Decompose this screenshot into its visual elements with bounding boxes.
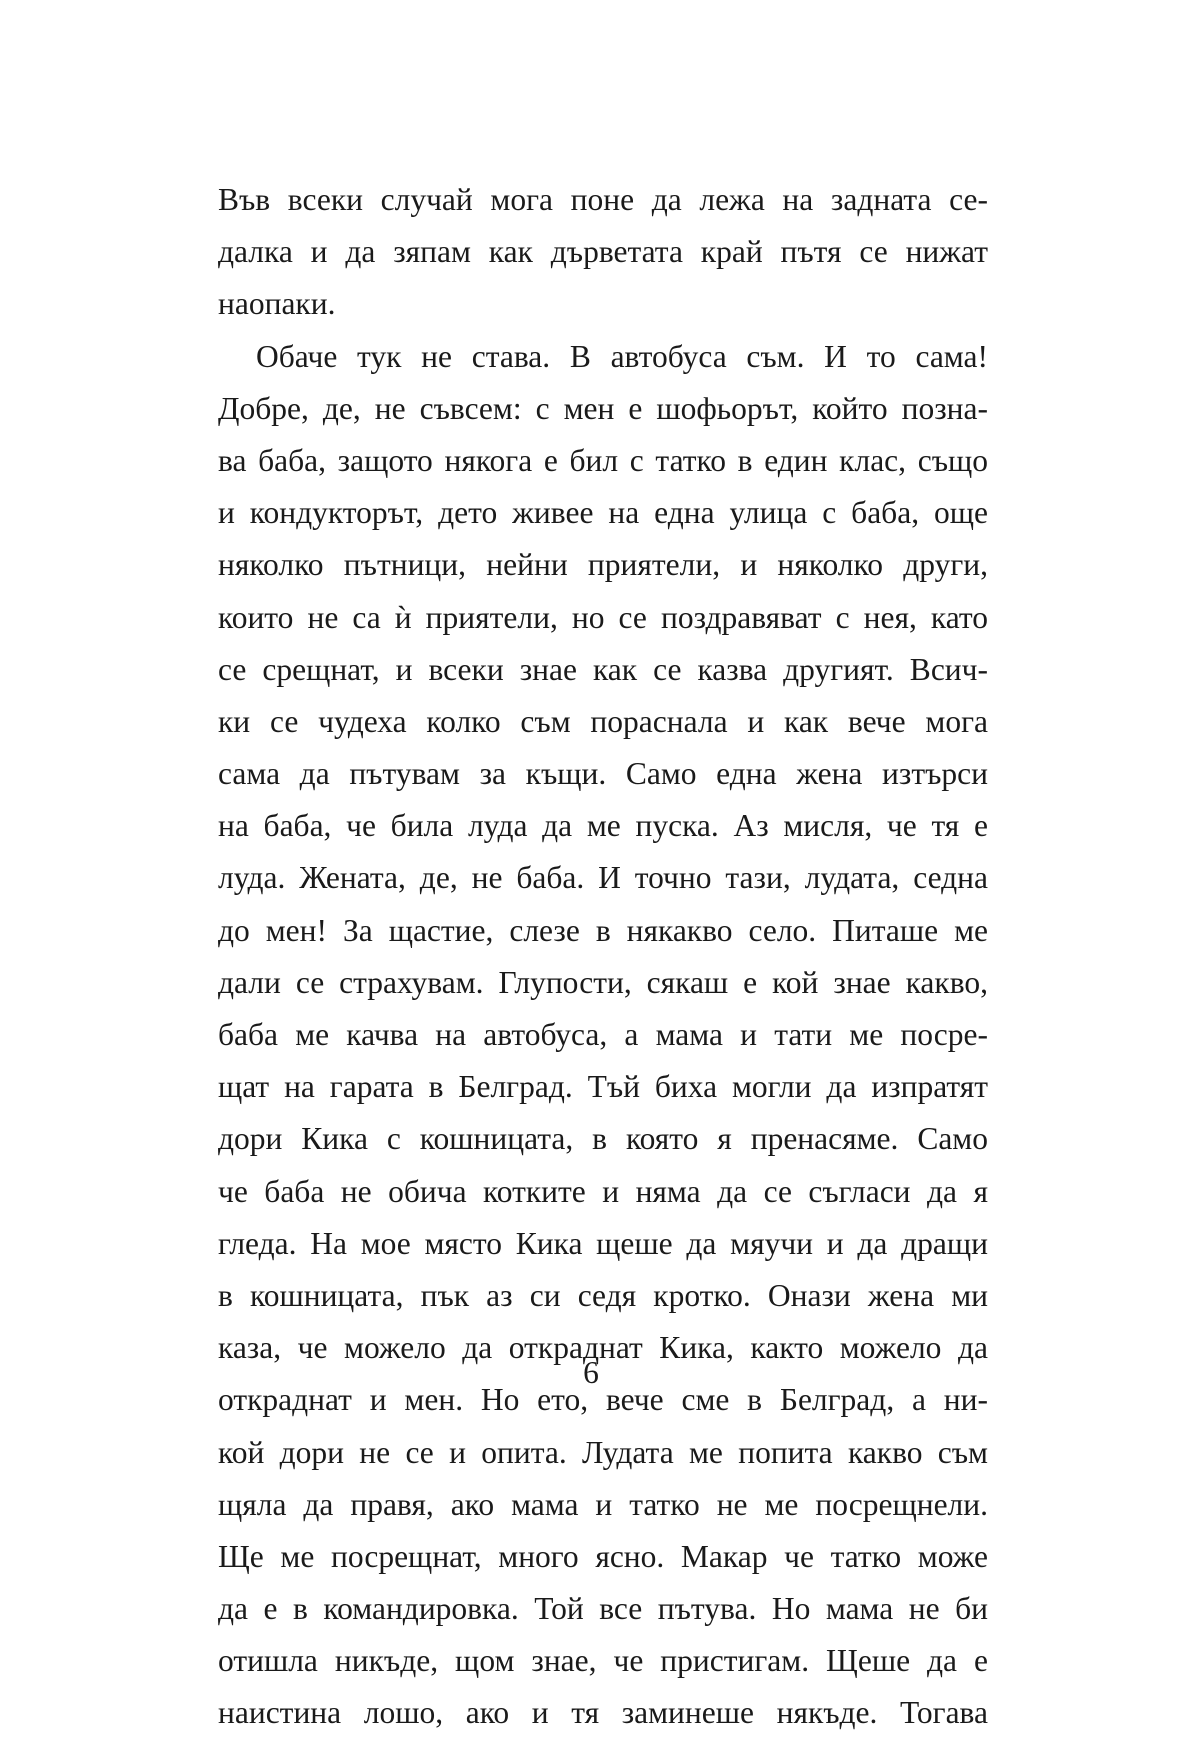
text-line: наистина лошо, ако и тя заминеше някъде. Тогава: [218, 1695, 988, 1731]
text-line: които не са ѝ приятели, но се поздравяват с нея, като: [218, 599, 988, 635]
text-line: ки се чудеха колко съм пораснала и как вече мога: [218, 703, 988, 739]
text-line: щат на гарата в Белград. Тъй биха могли да изпратят: [218, 1069, 988, 1105]
text-line: баба ме качва на автобуса, а мама и тати ме посре-: [218, 1017, 988, 1052]
text-line: няколко пътници, нейни приятели, и няколко други,: [218, 547, 988, 583]
text-line: дали се страхувам. Глупости, сякаш е кой знае какво,: [218, 964, 988, 1000]
text-line: наопаки.: [218, 286, 336, 322]
text-line: откраднат и мен. Но ето, вече сме в Белград, а ни-: [218, 1382, 988, 1418]
text-line: че баба не обича котките и няма да се съгласи да я: [218, 1173, 988, 1209]
text-line: до мен! За щастие, слезе в някакво село. Питаше ме: [218, 912, 988, 948]
text-line: щяла да правя, ако мама и татко не ме посрещнели.: [218, 1486, 988, 1522]
body-text: [218, 174, 988, 1740]
text-line: каза, че можело да откраднат Кика, както можело да: [218, 1330, 988, 1366]
text-line: далка и да зяпам как дърветата край пътя се нижат: [218, 234, 988, 270]
text-line: на баба, че била луда да ме пуска. Аз мисля, че тя е: [218, 808, 988, 844]
text-line: се срещнат, и всеки знае как се казва другият. Всич-: [218, 651, 988, 687]
text-line: отишла никъде, щом знае, че пристигам. Щеше да е: [218, 1643, 988, 1679]
text-line: дори Кика с кошницата, в която я пренасяме. Само: [218, 1121, 988, 1157]
text-line: гледа. На мое място Кика щеше да мяучи и да дращи: [218, 1225, 988, 1261]
page-number: 6: [583, 1355, 599, 1390]
text-line: да е в командировка. Той все пътува. Но мама не би: [218, 1591, 988, 1627]
text-line: ва баба, защото някога е бил с татко в един клас, също: [218, 442, 988, 478]
text-line: и кондукторът, дето живее на една улица с баба, още: [218, 495, 988, 531]
text-line: Ще ме посрещнат, много ясно. Макар че татко може: [218, 1538, 988, 1574]
text-line: в кошницата, пък аз си седя кротко. Онази жена ми: [218, 1277, 988, 1313]
text-line: Обаче тук не става. В автобуса съм. И то сама!: [256, 338, 988, 374]
text-line: кой дори не се и опита. Лудата ме попита какво съм: [218, 1434, 988, 1470]
text-line: Добре, де, не съвсем: с мен е шофьорът, който позна-: [218, 390, 988, 426]
text-line: луда. Жената, де, не баба. И точно тази, лудата, седна: [218, 860, 988, 896]
text-line: сама да пътувам за къщи. Само една жена изтърси: [218, 756, 988, 792]
text-line: Във всеки случай мога поне да лежа на задната се-: [218, 182, 988, 217]
